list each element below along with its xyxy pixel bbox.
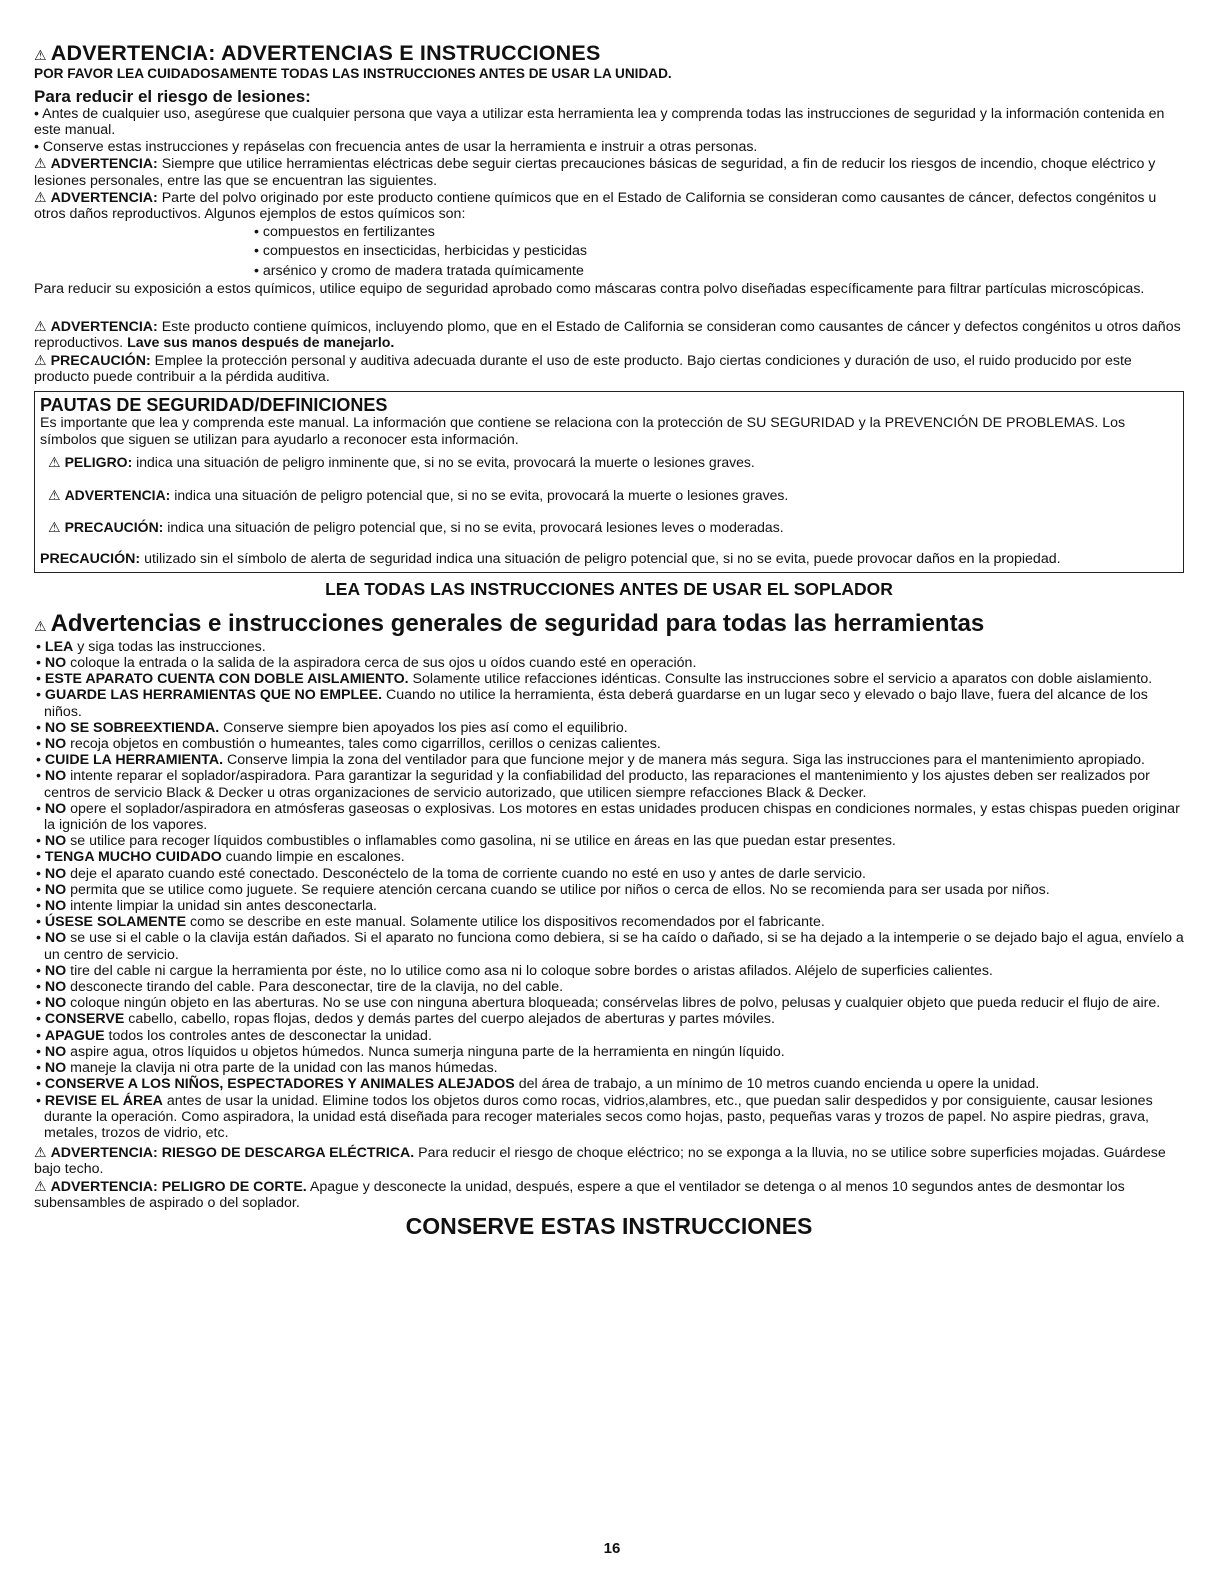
definition-precaucion-no-symbol: PRECAUCIÓN: utilizado sin el símbolo de alerta de seguridad indica una situación de peligro potencial que, si no se evita, puede provocar daños en la propiedad. <box>40 551 1061 568</box>
exposure-paragraph: Para reducir su exposición a estos químicos, utilice equipo de seguridad aprobado como máscaras contra polvo diseñadas específicamente para filtrar partículas microscópicas. <box>34 281 1145 298</box>
warning-paragraph: ⚠ ADVERTENCIA: Parte del polvo originado por este producto contiene químicos que en el Estado de California se consideran como causantes de cáncer, defectos congénitos u otros daños reproductivos. Algunos ejemplos de estos químicos son: <box>34 189 1157 223</box>
safety-list-item: • ÚSESE SOLAMENTE como se describe en este manual. Solamente utilice los dispositivos recomendados por el fabricante. <box>36 914 825 931</box>
chemical-item: • compuestos en insecticidas, herbicidas y pesticidas <box>254 243 588 260</box>
safety-list-item: • NO tire del cable ni cargue la herramienta por éste, no lo utilice como asa ni lo coloque sobre bordes o aristas afilados. Aléjelo de superficies calientes. <box>36 962 993 979</box>
safety-list-item: • CONSERVE A LOS NIÑOS, ESPECTADORES Y ANIMALES ALEJADOS del área de trabajo, a un mínimo de 10 metros cuando encienda u opere la unidad. <box>36 1076 1040 1093</box>
warning-triangle-icon: ⚠ <box>34 617 47 634</box>
intro-bullet: • Antes de cualquier uso, asegúrese que cualquier persona que vaya a utilizar esta herramienta lea y comprenda todas las instrucciones de seguridad y la información contenida en este manual. <box>34 106 1165 139</box>
safety-list-item: • NO se use si el cable o la clavija están dañados. Si el aparato no funciona como debiera, si se ha caído o dañado, si se ha dejado a la intemperie o se dejado bajo el agua, envíelo a un centro de servicio. <box>36 930 1184 963</box>
warning-triangle-icon: ⚠ <box>34 47 47 63</box>
safety-list-item: • CUIDE LA HERRAMIENTA. Conserve limpia la zona del ventilador para que funcione mejor y de manera más segura. Siga las instrucciones para el mantenimiento apropiado. <box>36 752 1145 769</box>
safety-list-item: • NO SE SOBREEXTIENDA. Conserve siempre bien apoyados los pies así como el equilibrio. <box>36 719 628 736</box>
safety-list-item: • ESTE APARATO CUENTA CON DOBLE AISLAMIENTO. Solamente utilice refacciones idénticas. Consulte las instrucciones sobre el servicio a aparatos con doble aislamiento. <box>36 671 1153 688</box>
main-subtitle: POR FAVOR LEA CUIDADOSAMENTE TODAS LAS INSTRUCCIONES ANTES DE USAR LA UNIDAD. <box>34 66 672 81</box>
warning-triangle-icon: ⚠ <box>34 189 47 206</box>
intro-bullet: • Conserve estas instrucciones y repáselas con frecuencia antes de usar la herramienta e instruir a otras personas. <box>34 138 758 155</box>
definition-advertencia: ⚠ ADVERTENCIA: indica una situación de peligro potencial que, si no se evita, provocará la muerte o lesiones graves. <box>48 486 789 503</box>
warning-paragraph: ⚠ ADVERTENCIA: PELIGRO DE CORTE. Apague y desconecte la unidad, después, espere a que el ventilador se detenga o al menos 10 segundos antes de desmontar los subensambles de aspirado o del soplador. <box>34 1177 1125 1211</box>
safety-list-item: • APAGUE todos los controles antes de desconectar la unidad. <box>36 1027 432 1044</box>
chemical-item: • compuestos en fertilizantes <box>254 223 435 240</box>
safety-list-item: • REVISE EL ÁREA antes de usar la unidad. Elimine todos los objetos duros como rocas, vidrios,alambres, etc., que puedan salir despedidos y por consiguiente, causar lesiones durante la operación. Como aspiradora, la unidad está diseñada para recoger materiales secos como hojas, pasto, pequeñas varas y trozos de papel. No aspire piedras, grava, metales, trozos de vidrio, etc. <box>36 1092 1153 1141</box>
safety-list-item: • NO deje el aparato cuando esté conectado. Desconéctelo de la toma de corriente cuando no esté en uso y antes de darle servicio. <box>36 865 866 882</box>
main-title: ⚠ ADVERTENCIA: ADVERTENCIAS E INSTRUCCIONES <box>34 41 601 65</box>
warning-triangle-icon: ⚠ <box>48 486 61 503</box>
safety-list-item: • TENGA MUCHO CUIDADO cuando limpie en escalones. <box>36 849 405 866</box>
warning-triangle-icon: ⚠ <box>34 317 47 334</box>
safety-definitions-box <box>34 391 1184 572</box>
safety-list-item: • NO maneje la clavija ni otra parte de la unidad con las manos húmedas. <box>36 1060 498 1077</box>
warning-paragraph: ⚠ ADVERTENCIA: RIESGO DE DESCARGA ELÉCTRICA. Para reducir el riesgo de choque eléctrico; no se exponga a la lluvia, no se utilice sobre superficies mojadas. Guárdese bajo techo. <box>34 1144 1166 1178</box>
warning-triangle-icon: ⚠ <box>48 519 61 535</box>
warning-triangle-icon: ⚠ <box>34 1177 47 1194</box>
general-safety-heading: ⚠ Advertencias e instrucciones generales de seguridad para todas las herramientas <box>34 609 985 637</box>
safety-list-item: • LEA y siga todas las instrucciones. <box>36 638 266 655</box>
safety-list-item: • NO recoja objetos en combustión o humeantes, tales como cigarrillos, cerillos o cenizas calientes. <box>36 736 661 753</box>
general-safety-list <box>34 639 1184 1141</box>
safety-list-item: • NO coloque la entrada o la salida de la aspiradora cerca de sus ojos u oídos cuando esté en operación. <box>36 655 697 672</box>
warning-triangle-icon: ⚠ <box>34 351 47 368</box>
safety-list-item: • NO desconecte tirando del cable. Para desconectar, tire de la clavija, no del cable. <box>36 979 564 996</box>
intro-heading: Para reducir el riesgo de lesiones: <box>34 87 311 106</box>
manual-page <box>34 42 1184 1239</box>
warning-paragraph: ⚠ ADVERTENCIA: Este producto contiene químicos, incluyendo plomo, que en el Estado de California se consideran como causantes de cáncer y defectos congénitos u otros daños reproductivos. Lave sus manos después de manejarlo. <box>34 317 1181 352</box>
read-all-heading: LEA TODAS LAS INSTRUCCIONES ANTES DE USAR EL SOPLADOR <box>325 578 893 599</box>
chemical-item: • arsénico y cromo de madera tratada químicamente <box>254 262 584 279</box>
safety-box-title: PAUTAS DE SEGURIDAD/DEFINICIONES <box>40 395 388 416</box>
safety-list-item: • GUARDE LAS HERRAMIENTAS QUE NO EMPLEE. Cuando no utilice la herramienta, ésta deberá guardarse en un lugar seco y elevado o bajo llave, fuera del alcance de los niños. <box>36 687 1148 720</box>
safety-list-item: • NO coloque ningún objeto en las aberturas. No se use con ninguna abertura bloqueada; consérvelas libres de polvo, pelusas y cualquier objeto que pueda reducir el flujo de aire. <box>36 995 1161 1012</box>
keep-instructions-heading: CONSERVE ESTAS INSTRUCCIONES <box>405 1212 813 1239</box>
safety-list-item: • NO permita que se utilice como juguete. Se requiere atención cercana cuando se utilice por niños o cerca de ellos. No se recomienda para ser usada por niños. <box>36 881 1050 898</box>
warning-triangle-icon: ⚠ <box>34 155 47 172</box>
definition-precaucion: ⚠ PRECAUCIÓN: indica una situación de peligro potencial que, si no se evita, provocará lesiones leves o moderadas. <box>48 519 784 535</box>
safety-box-intro: Es importante que lea y comprenda este manual. La información que contiene se relaciona con la protección de SU SEGURIDAD y la PREVENCIÓN DE PROBLEMAS. Los símbolos que siguen se utilizan para ayudarlo a reconocer esta información. <box>40 415 1126 448</box>
warning-paragraph: ⚠ ADVERTENCIA: Siempre que utilice herramientas eléctricas debe seguir ciertas precauciones básicas de seguridad, a fin de reducir los riesgos de incendio, choque eléctrico y lesiones personales, entre las que se encuentran las siguientes. <box>34 155 1156 189</box>
warning-triangle-icon: ⚠ <box>48 454 61 471</box>
safety-list-item: • NO opere el soplador/aspiradora en atmósferas gaseosas o explosivas. Los motores en estas unidades producen chispas en condiciones normales, y estas chispas pueden originar la ignición de los vapores. <box>36 800 1180 834</box>
safety-list-item: • NO se utilice para recoger líquidos combustibles o inflamables como gasolina, ni se utilice en áreas en las que puedan estar presentes. <box>36 833 896 850</box>
safety-list-item: • NO aspire agua, otros líquidos u objetos húmedos. Nunca sumerja ninguna parte de la herramienta en ningún líquido. <box>36 1043 785 1060</box>
safety-list-item: • CONSERVE cabello, cabello, ropas flojas, dedos y demás partes del cuerpo alejados de aberturas y partes móviles. <box>36 1011 775 1028</box>
definition-peligro: ⚠ PELIGRO: indica una situación de peligro inminente que, si no se evita, provocará la muerte o lesiones graves. <box>48 454 755 471</box>
safety-list-item: • NO intente limpiar la unidad sin antes desconectarla. <box>36 898 377 915</box>
safety-list-item: • NO intente reparar el soplador/aspiradora. Para garantizar la seguridad y la confiabilidad del producto, las reparaciones el mantenimiento y los ajustes deben ser realizados por centros de servicio Black & Decker u otras organizaciones de servicio autorizado, que utilicen siempre refacciones Black & Decker. <box>36 768 1150 801</box>
caution-paragraph: ⚠ PRECAUCIÓN: Emplee la protección personal y auditiva adecuada durante el uso de este producto. Bajo ciertas condiciones y duración de uso, el ruido producido por este producto puede contribuir a la pérdida auditiva. <box>34 351 1132 385</box>
warning-triangle-icon: ⚠ <box>34 1144 47 1161</box>
page-number: 16 <box>603 1540 621 1557</box>
